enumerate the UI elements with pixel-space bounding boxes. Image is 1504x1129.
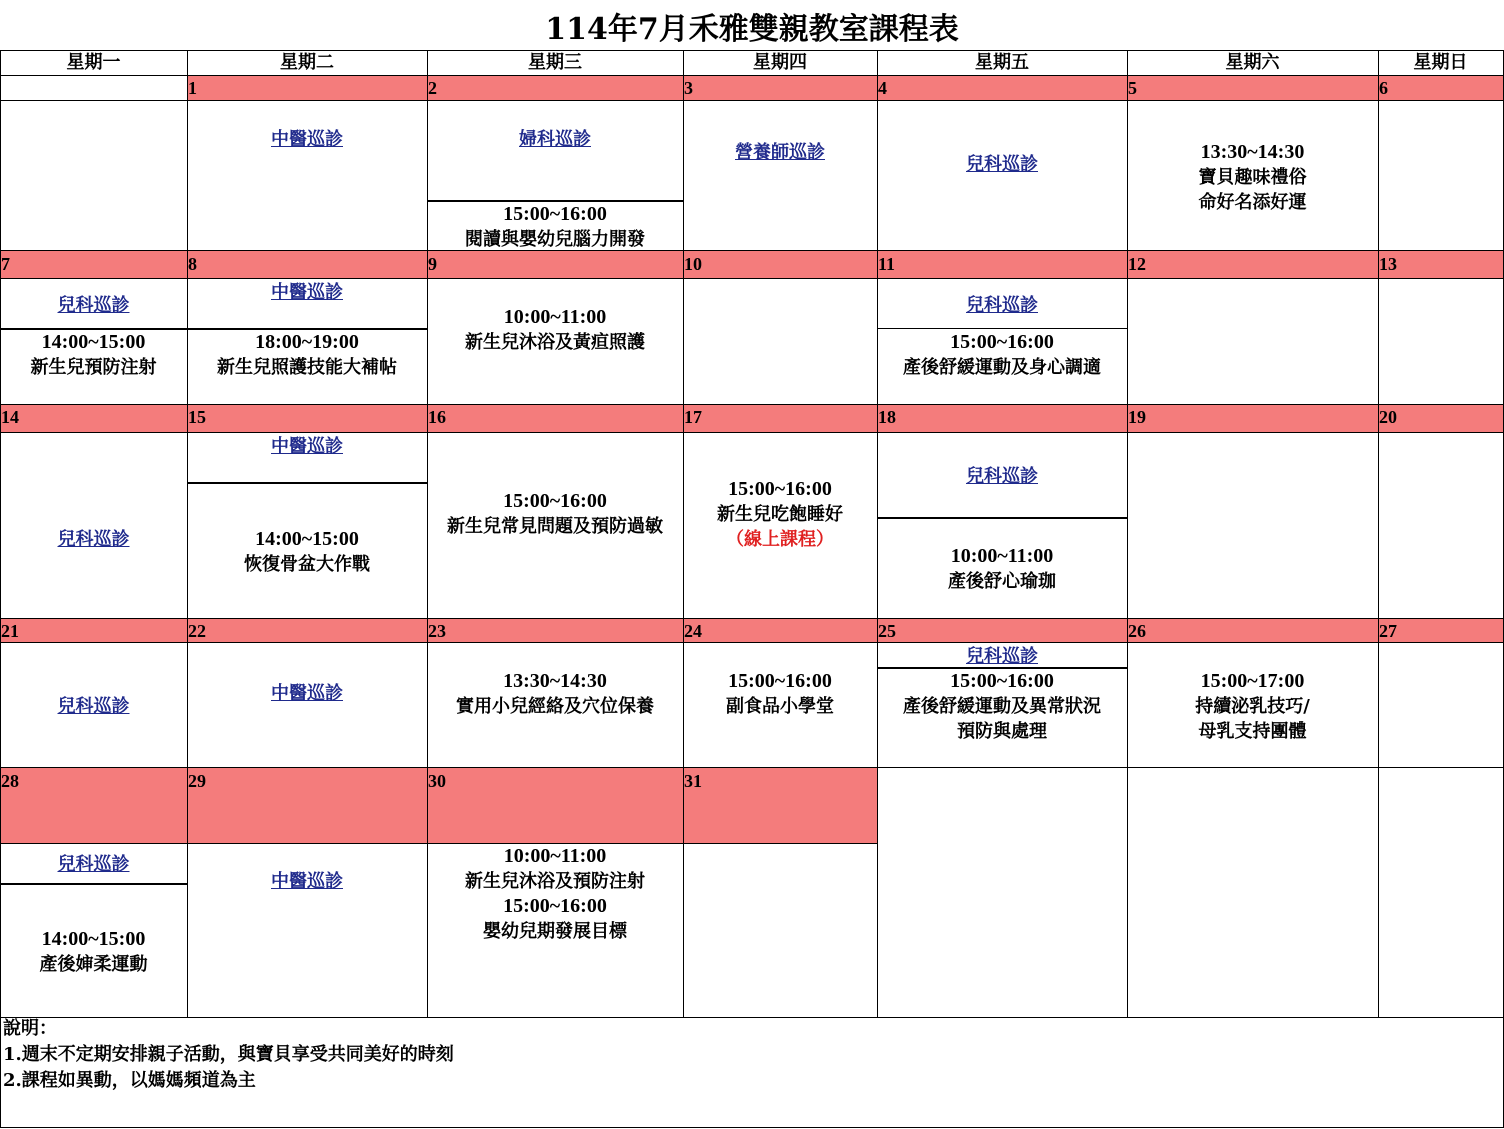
clinic-link[interactable]: 兒科巡診 — [966, 295, 1038, 316]
page-title: 114年7月禾雅雙親教室課程表 — [545, 12, 959, 47]
grid-line — [427, 50, 428, 1018]
course-time: 10:00~11:00 — [503, 845, 607, 867]
course-title: 產後舒緩運動及身心調適 — [903, 357, 1101, 378]
course-title: 產後舒心瑜珈 — [948, 571, 1056, 592]
clinic-link[interactable]: 中醫巡診 — [271, 282, 343, 303]
course-title: 寶貝趣味禮俗 — [1198, 167, 1307, 188]
event-d24 — [683, 669, 877, 719]
grid-line — [0, 100, 1504, 101]
course-title: 恢復骨盆大作戰 — [244, 554, 370, 575]
grid-line — [0, 50, 1504, 51]
cell-divider — [0, 883, 187, 885]
notes-heading: 說明： — [3, 1018, 57, 1039]
date-band-week1 — [187, 76, 1503, 100]
course-title: 嬰幼兒期發展目標 — [483, 921, 627, 942]
date-number: 28 — [1, 771, 19, 791]
grid-line — [1378, 50, 1379, 1018]
event-d29 — [187, 869, 427, 894]
grid-line — [683, 50, 684, 1018]
event-d23 — [427, 669, 683, 719]
course-time: 15:00~16:00 — [950, 670, 1054, 692]
course-title: 產後婶柔運動 — [39, 954, 148, 975]
grid-line — [0, 1017, 1504, 1018]
date-number: 21 — [1, 621, 19, 641]
event-d18-course — [877, 544, 1127, 594]
date-number: 20 — [1379, 407, 1397, 427]
course-time: 10:00~11:00 — [950, 545, 1054, 567]
course-title: 新生兒沐浴及預防注射 — [465, 871, 645, 892]
course-time: 18:00~19:00 — [255, 331, 359, 353]
clinic-link[interactable]: 中醫巡診 — [271, 129, 343, 150]
clinic-link[interactable]: 中醫巡診 — [271, 871, 343, 892]
event-d21 — [0, 694, 187, 719]
event-d8-clinic — [187, 280, 427, 305]
date-number: 29 — [188, 771, 206, 791]
date-number: 13 — [1379, 254, 1397, 274]
course-title: 新生兒吃飽睡好 — [717, 504, 843, 525]
course-title: 閱讀與嬰幼兒腦力開發 — [465, 229, 645, 250]
date-number: 22 — [188, 621, 206, 641]
event-d9 — [427, 305, 683, 355]
course-title: 母乳支持團體 — [1198, 721, 1307, 742]
event-d26 — [1127, 669, 1378, 744]
clinic-link[interactable]: 兒科巡診 — [57, 696, 130, 717]
course-title: 實用小兒經絡及穴位保養 — [456, 696, 654, 717]
grid-line — [0, 843, 877, 844]
notes — [3, 1016, 454, 1094]
note-item: 2.課程如異動，以媽媽頻道為主 — [3, 1070, 256, 1091]
event-d17 — [683, 477, 877, 552]
course-time: 15:00~16:00 — [728, 478, 832, 500]
weekday-tue: 星期二 — [280, 52, 334, 73]
cell-divider — [877, 517, 1127, 519]
event-d1 — [187, 127, 427, 152]
date-band-week3 — [0, 405, 1503, 432]
clinic-link[interactable]: 兒科巡診 — [57, 854, 130, 875]
clinic-link[interactable]: 婦科巡診 — [519, 129, 591, 150]
course-title: 新生兒沐浴及黃疸照護 — [465, 332, 645, 353]
date-number: 7 — [1, 254, 10, 274]
course-title: 新生兒預防注射 — [30, 357, 157, 378]
course-time: 15:00~17:00 — [1200, 670, 1305, 692]
event-d15-course — [187, 527, 427, 577]
date-number: 27 — [1379, 621, 1397, 641]
course-time: 15:00~16:00 — [728, 670, 832, 692]
grid-line — [0, 404, 1504, 405]
event-d5 — [1127, 140, 1378, 215]
event-d16 — [427, 489, 683, 539]
event-d4 — [877, 152, 1127, 177]
grid-line — [0, 278, 1504, 279]
event-d22 — [187, 681, 427, 706]
date-number: 12 — [1128, 254, 1146, 274]
date-number: 14 — [1, 407, 19, 427]
grid-line — [0, 1127, 1504, 1128]
date-number: 18 — [878, 407, 896, 427]
clinic-link[interactable]: 兒科巡診 — [966, 646, 1038, 667]
event-d8-course — [187, 330, 427, 380]
event-d28-course — [0, 927, 187, 977]
course-title: 持續泌乳技巧/ — [1195, 696, 1310, 717]
event-d11-course — [877, 330, 1127, 380]
weekday-wed: 星期三 — [528, 52, 582, 73]
cell-divider — [877, 328, 1127, 329]
date-number: 25 — [878, 621, 896, 641]
note-item: 1.週末不定期安排親子活動，與寶貝享受共同美好的時刻 — [3, 1044, 454, 1065]
weekday-sat: 星期六 — [1225, 52, 1280, 73]
cell-divider — [187, 482, 427, 484]
weekday-mon: 星期一 — [66, 52, 121, 73]
cell-divider — [0, 328, 427, 330]
course-time: 15:00~16:00 — [503, 895, 607, 917]
clinic-link[interactable]: 兒科巡診 — [57, 295, 130, 316]
date-number: 3 — [684, 78, 693, 98]
cell-divider — [427, 200, 683, 202]
event-d7-clinic — [0, 293, 187, 318]
clinic-link[interactable]: 中醫巡診 — [271, 683, 343, 704]
grid-line — [0, 642, 1504, 643]
date-number: 4 — [878, 78, 887, 98]
grid-line — [877, 50, 878, 1018]
date-number: 17 — [684, 407, 702, 427]
grid-line — [0, 432, 1504, 433]
course-title: 預防與處理 — [957, 721, 1047, 742]
event-d15-clinic — [187, 434, 427, 459]
online-course-label: （線上課程） — [726, 529, 834, 550]
course-time: 13:30~14:30 — [1200, 141, 1305, 163]
course-time: 15:00~16:00 — [503, 490, 607, 512]
course-time: 14:00~15:00 — [41, 928, 146, 950]
clinic-link[interactable]: 中醫巡診 — [271, 436, 343, 457]
event-d28-clinic — [0, 852, 187, 877]
date-band-week2 — [0, 251, 1503, 278]
course-title: 副食品小學堂 — [726, 696, 834, 717]
course-title: 產後舒緩運動及異常狀況 — [903, 696, 1101, 717]
event-d2-course — [427, 202, 683, 252]
date-number: 30 — [428, 771, 446, 791]
date-number: 15 — [188, 407, 206, 427]
grid-line — [0, 75, 1504, 76]
course-title: 新生兒常見問題及預防過敏 — [447, 516, 663, 537]
course-time: 15:00~16:00 — [503, 203, 607, 225]
event-d14 — [0, 527, 187, 552]
date-number: 16 — [428, 407, 446, 427]
date-number: 1 — [188, 78, 197, 98]
course-time: 10:00~11:00 — [503, 306, 607, 328]
course-time: 14:00~15:00 — [41, 331, 146, 353]
event-d11-clinic — [877, 293, 1127, 318]
cell-divider — [877, 667, 1127, 669]
weekday-fri: 星期五 — [975, 52, 1029, 73]
event-d25-course — [877, 669, 1127, 744]
course-time: 13:30~14:30 — [503, 670, 607, 692]
event-d7-course — [0, 330, 187, 380]
course-title: 新生兒照護技能大補帖 — [217, 357, 397, 378]
date-number: 23 — [428, 621, 446, 641]
grid-line — [0, 50, 1, 1128]
course-time: 15:00~16:00 — [950, 331, 1054, 353]
weekday-sun: 星期日 — [1413, 52, 1468, 73]
grid-line — [0, 767, 1504, 768]
grid-line — [1127, 50, 1128, 1018]
date-number: 31 — [684, 771, 702, 791]
event-d18-clinic — [877, 464, 1127, 489]
date-number: 11 — [878, 254, 896, 274]
clinic-link[interactable]: 兒科巡診 — [57, 529, 130, 550]
date-number: 6 — [1379, 78, 1388, 98]
grid-line — [0, 250, 1504, 251]
date-number: 26 — [1128, 621, 1146, 641]
clinic-link[interactable]: 兒科巡診 — [966, 466, 1038, 487]
date-number: 9 — [428, 254, 437, 274]
clinic-link[interactable]: 營養師巡診 — [735, 142, 825, 163]
date-number: 2 — [428, 78, 437, 98]
clinic-link[interactable]: 兒科巡診 — [966, 154, 1038, 175]
event-d30 — [427, 844, 683, 944]
date-number: 10 — [684, 254, 702, 274]
event-d25-clinic — [877, 644, 1127, 669]
grid-line — [187, 50, 188, 1018]
course-time: 14:00~15:00 — [255, 528, 359, 550]
grid-line — [0, 618, 1504, 619]
event-d2-clinic — [427, 127, 683, 152]
weekday-thu: 星期四 — [753, 52, 807, 73]
event-d3 — [683, 140, 877, 165]
course-title: 命好名添好運 — [1198, 192, 1307, 213]
date-band-week4 — [0, 619, 1503, 642]
date-number: 5 — [1128, 78, 1137, 98]
date-number: 24 — [684, 621, 702, 641]
date-number: 19 — [1128, 407, 1146, 427]
date-number: 8 — [188, 254, 197, 274]
